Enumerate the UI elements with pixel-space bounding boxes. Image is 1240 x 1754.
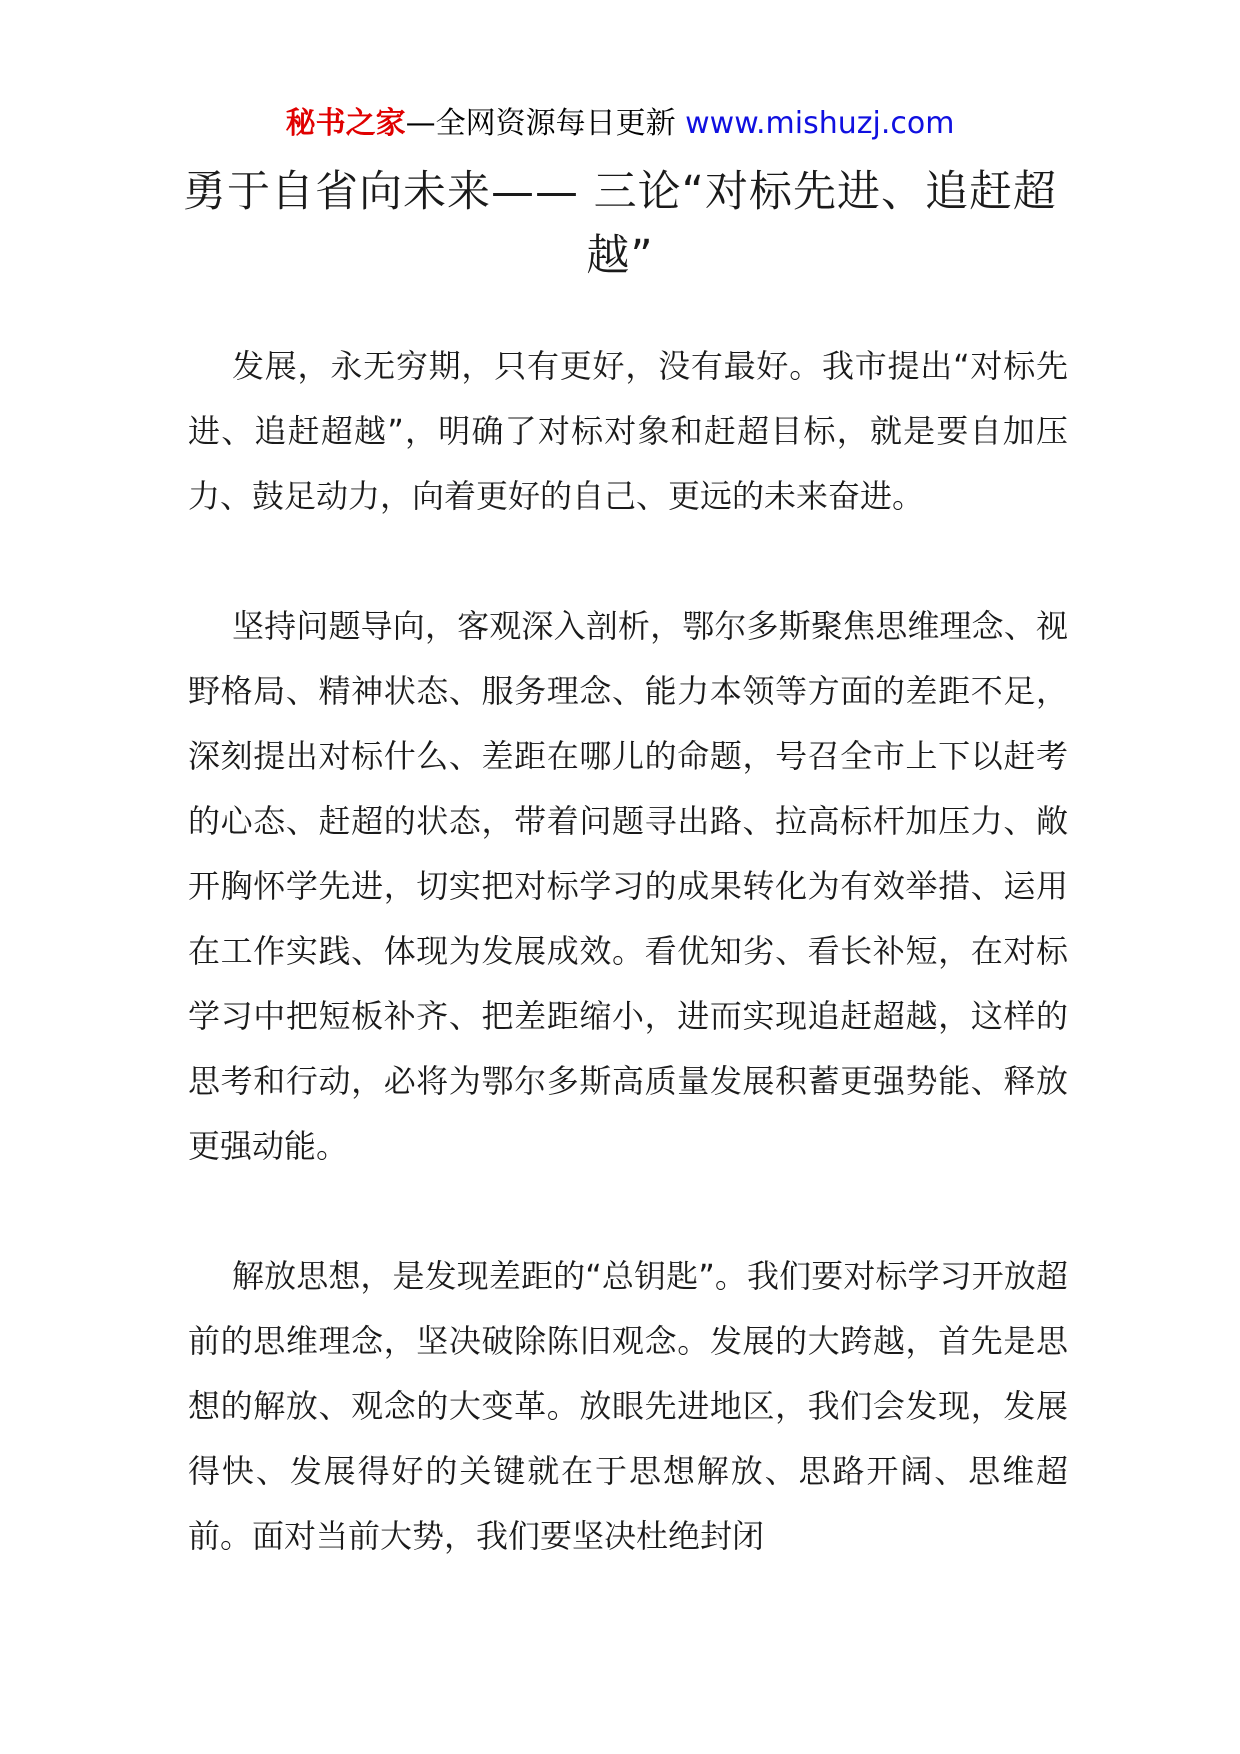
paragraph-1: 发展，永无穷期，只有更好，没有最好。我市提出“对标先进、追赶超越”，明确了对标对象和赶超目标，就是要自加压力、鼓足动力，向着更好的自己、更远的未来奋进。 — [188, 347, 1068, 515]
paragraph-3: 解放思想，是发现差距的“总钥匙”。我们要对标学习开放超前的思维理念，坚决破除陈旧观念。发展的大跨越，首先是思想的解放、观念的大变革。放眼先进地区，我们会发现，发展得快、发展得好的关键就在于思想解放、思路开阔、思维超前。面对当前大势，我们要坚决杜绝封闭 — [188, 1257, 1068, 1555]
brand-name: 秘书之家 — [285, 106, 406, 141]
paragraph-2: 坚持问题导向，客观深入剖析，鄂尔多斯聚焦思维理念、视野格局、精神状态、服务理念、能力本领等方面的差距不足，深刻提出对标什么、差距在哪儿的命题，号召全市上下以赶考的心态、赶超的状态，带着问题寻出路、拉高标杆加压力、敞开胸怀学先进，切实把对标学习的成果转化为有效举措、运用在工作实践、体现为发展成效。看优知劣、看长补短，在对标学习中把短板补齐、把差距缩小，进而实现追赶超越，这样的思考和行动，必将为鄂尔多斯高质量发展积蓄更强势能、释放更强动能。 — [188, 607, 1068, 1165]
document-title: 勇于自省向未来—— 三论“对标先进、追赶超越” — [183, 167, 1057, 281]
header-tagline: —全网资源每日更新 — [405, 106, 676, 141]
site-url-link[interactable]: www.mishuzj.com — [685, 106, 955, 141]
document-body — [188, 334, 1068, 1634]
site-header — [0, 102, 1240, 146]
